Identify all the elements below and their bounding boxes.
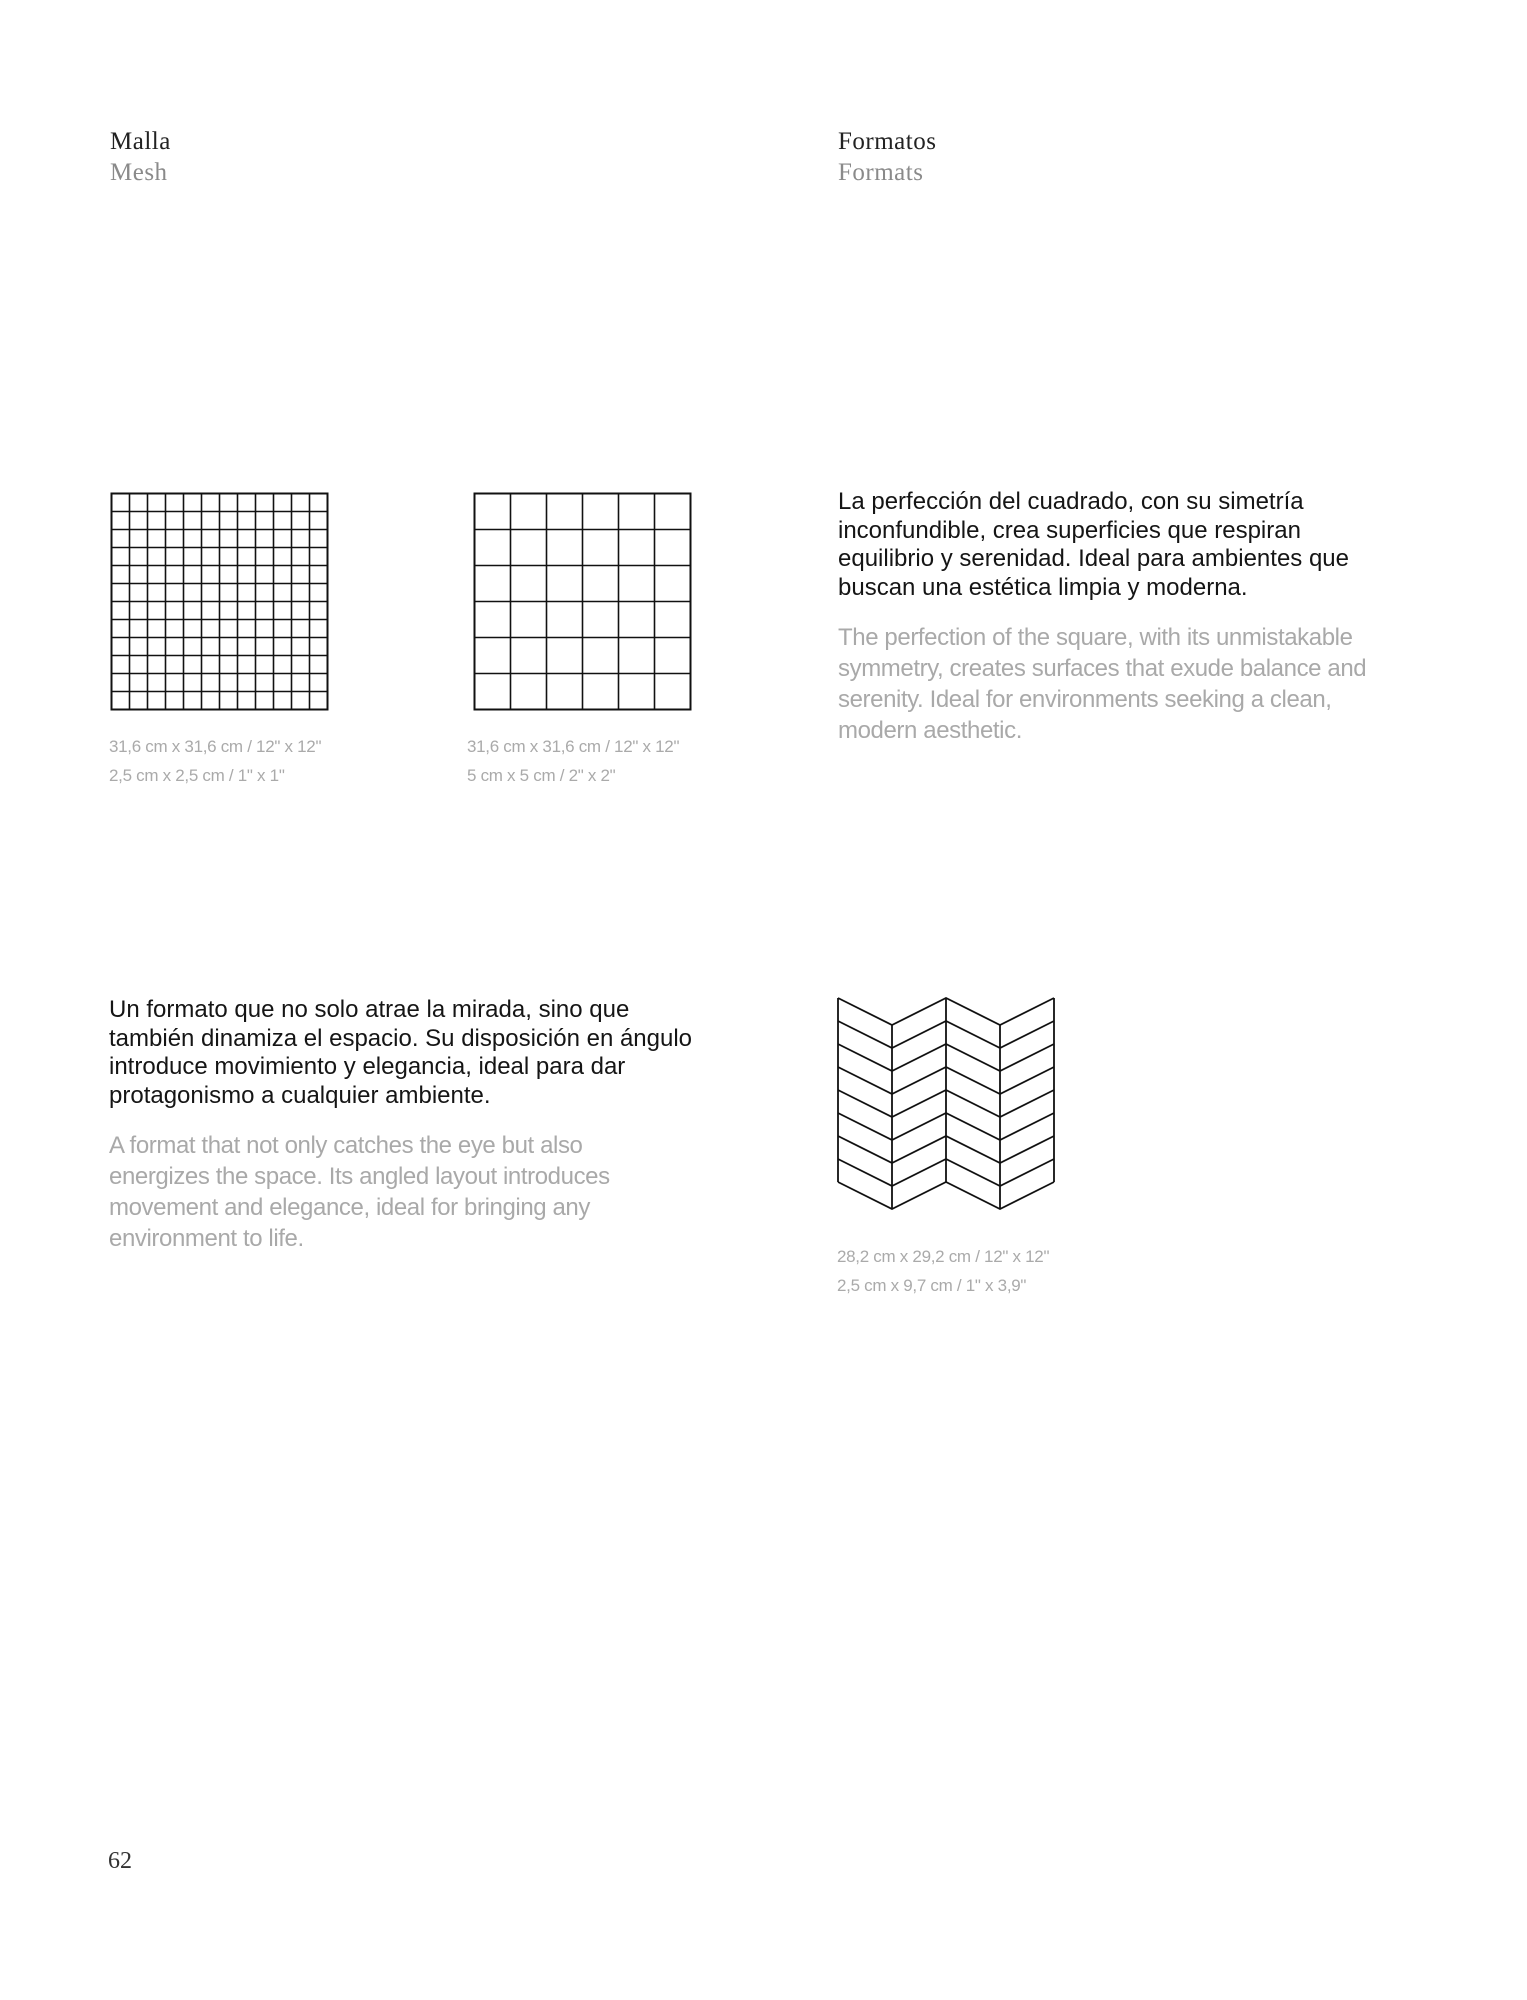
- square-grid-12x12-icon: [111, 493, 328, 710]
- square-description-es: La perfección del cuadrado, con su simetría inconfundible, crea superficies que respiran equilibrio y serenidad. Ideal para ambientes que buscan una estética limpia y moderna.: [838, 488, 1349, 601]
- tile-3-dimensions: [837, 1242, 1049, 1300]
- tile-1-dimensions: [109, 732, 321, 790]
- section-title-mesh-es: Malla: [110, 128, 171, 155]
- square-grid-6x6-icon: [474, 493, 691, 710]
- chevron-description-en: A format that not only catches the eye but also energizes the space. Its angled layout introduces movement and elegance, ideal for bringing any environment to life.: [109, 1132, 610, 1252]
- tile-2-chip-size: 5 cm x 5 cm / 2" x 2": [467, 766, 616, 785]
- herringbone-chevron-icon: [837, 998, 1057, 1218]
- chevron-description: [109, 996, 699, 1254]
- section-title-formats: [838, 126, 936, 188]
- page-number: 62: [108, 1848, 132, 1874]
- section-title-formats-es: Formatos: [838, 128, 937, 155]
- tile-1-sheet-size: 31,6 cm x 31,6 cm / 12" x 12": [109, 737, 322, 756]
- tile-1-chip-size: 2,5 cm x 2,5 cm / 1" x 1": [109, 766, 285, 785]
- chevron-description-es: Un formato que no solo atrae la mirada, sino que también dinamiza el espacio. Su disposición en ángulo introduce movimiento y elegancia, ideal para dar protagonismo a cualquier ambiente.: [109, 996, 693, 1109]
- section-title-formats-en: Formats: [838, 159, 924, 186]
- tile-3-sheet-size: 28,2 cm x 29,2 cm / 12" x 12": [837, 1247, 1050, 1266]
- square-description: [838, 488, 1398, 746]
- section-title-mesh-en: Mesh: [110, 159, 168, 186]
- tile-2-sheet-size: 31,6 cm x 31,6 cm / 12" x 12": [467, 737, 680, 756]
- tile-3-chip-size: 2,5 cm x 9,7 cm / 1" x 3,9": [837, 1276, 1027, 1295]
- tile-2-dimensions: [467, 732, 679, 790]
- square-description-en: The perfection of the square, with its unmistakable symmetry, creates surfaces that exude balance and serenity. Ideal for environments seeking a clean, modern aesthetic.: [838, 624, 1367, 744]
- section-title-mesh: [110, 126, 171, 188]
- chevron-row-line: [838, 1182, 1054, 1209]
